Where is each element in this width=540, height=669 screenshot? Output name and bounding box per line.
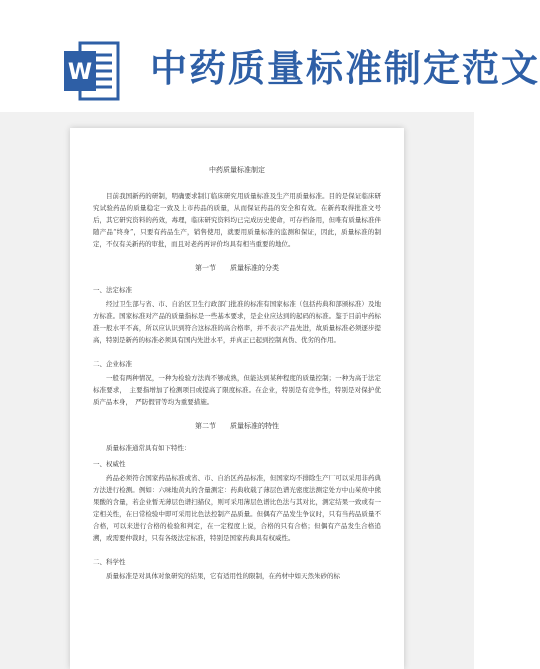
paragraph-characteristics: 质量标准通常具有如下特性： [106, 444, 191, 452]
subheading-legal-standard: 一、法定标准 [93, 286, 132, 294]
word-document-icon [64, 41, 120, 101]
svg-text:W: W [67, 60, 93, 85]
document-body [93, 164, 381, 582]
banner-title: 中药质量标准制定范文 [150, 47, 540, 90]
banner [0, 0, 540, 112]
subheading-authority: 一、权威性 [93, 460, 126, 468]
section-heading-2: 第二节 质量标准的特性 [195, 422, 279, 430]
section-heading-1: 第一节 质量标准的分类 [195, 264, 279, 272]
document-title: 中药质量标准制定 [209, 166, 265, 174]
paragraph-enterprise-standard: 一般有两种情况，一种为检验方法尚不够成熟，但能达到某种程度的质量控制；一种为高于法定标准要求， 主要指增加了检测项目或提高了限度标准。在企业，特别是有竞争性，特别是对保护优质产品本身， 严防假冒等均为重要措施。 [93, 374, 381, 406]
paragraph-scientific: 质量标准是对具体对象研究的结果，它有适用性的限制，在药材中如天然朱砂的标 [106, 572, 340, 580]
document-page [70, 128, 404, 669]
intro-paragraph: 目前我国新药的研制，明确要求制订临床研究用质量标准及生产用质量标准。目的是保证临床研究试验药品的质量稳定一致及上市药品的质量，从而保证药品的安全和有效。在新药取得批准文号后，其它研究资料的药效，毒理，临床研究资料均已完成历史使命，可存档备用，但唯有质量标准伴随产品“终身”，只要有药品生产，销售使用，就要用质量标准的监测和保证，因此，质量标准的制定，不仅有关新药的审批，而且对老药再评价均具有相当重要的地位。 [93, 192, 381, 248]
paragraph-legal-standard: 经过卫生部与省、市、自治区卫生行政部门批准的标准有国家标准（包括药典和部颁标准）及地方标准。国家标准对产品的质量指标是一些基本要求，是企业应达到的起码的标准。鉴于目前中药标准一般水平不高，所以应认识到符合这标准的高合格率，并不表示产品先进，故质量标准必须逐步提高，特别是新药的标准必须具有国内先进水平，并真正已起到控制真伪、优劣的作用。 [93, 300, 381, 344]
subheading-scientific: 二、科学性 [93, 558, 126, 566]
paragraph-authority: 药品必须符合国家药品标准或省、市、自治区药品标准，但国家均不排除生产厂可以采用非药典方法进行检测。例如：六味地黄丸的含量测定：药典收载了薄层色谱光密度法测定处方中山茱萸中熊果酸的含量，若企业暂无薄层色谱扫描仪，则可采用薄层色谱比色法与其对比，测定结果一致或有一定相关性，在日常检验中即可采用比色法控制产品质量。但偶有产品发生争议时，只有当药品质量不合格，可以来进行合格的检验和判定，在一定程度上说，合格的只有合格；但偶有产品发生合格追溯，或需要仲裁时，只有各级法定标准，特别是国家药典具有权威性。 [93, 474, 381, 542]
subheading-enterprise-standard: 二、企业标准 [93, 360, 132, 368]
